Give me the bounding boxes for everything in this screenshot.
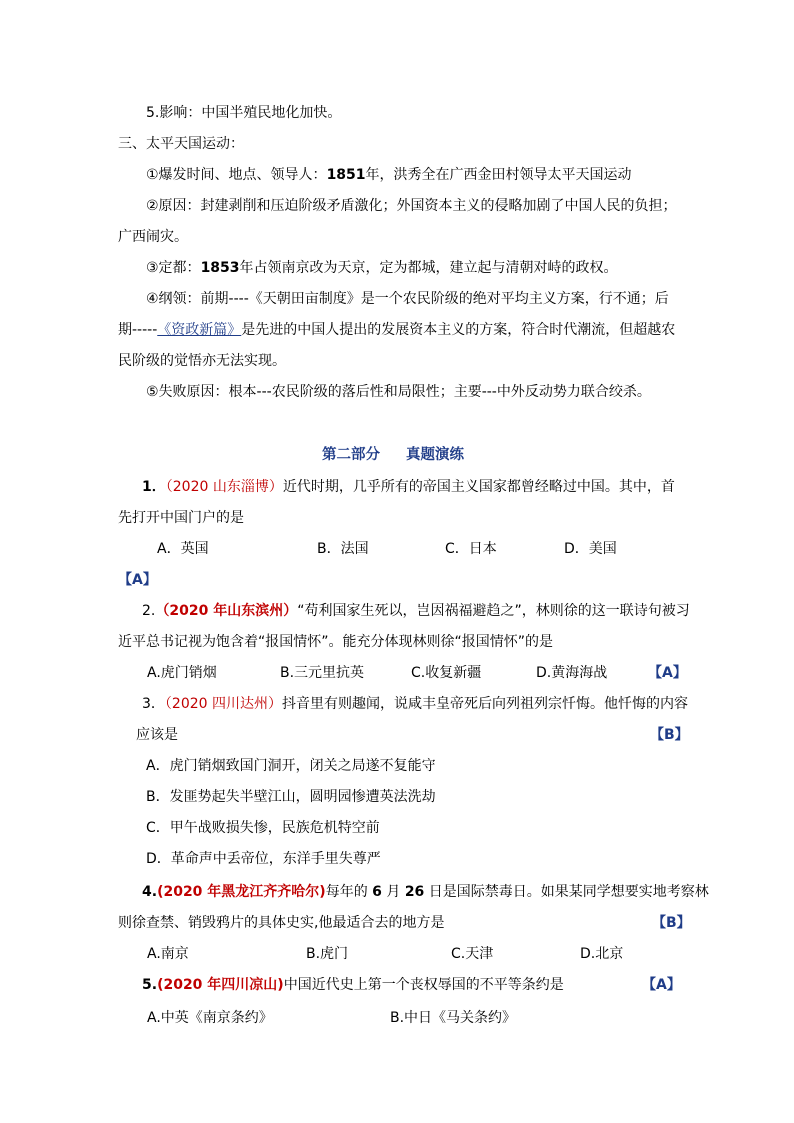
item-5-text: 5.影响：中国半殖民地化加快。	[146, 105, 342, 121]
question-2-option-b[interactable]: B.三元里抗英	[280, 665, 365, 681]
question-3-option-c[interactable]: C．甲午战败损失惨，民族危机特空前	[146, 820, 380, 836]
question-3-option-b[interactable]: B．发匪势起失半壁江山，圆明园惨遭英法洗劫	[146, 789, 436, 805]
question-4-option-a[interactable]: A.南京	[147, 946, 189, 962]
point-1	[146, 165, 632, 185]
point-3	[146, 258, 618, 278]
question-4-stem-1d: 26	[404, 884, 425, 900]
point-4-rest-2: 是先进的中国人提出的发展资本主义的方案，符合时代潮流，但超越农	[241, 322, 676, 338]
section-3-text: 三、太平天国运动：	[118, 136, 244, 152]
question-1-option-d[interactable]: D．美国	[564, 541, 617, 557]
point-4-line-3	[118, 351, 286, 371]
question-1-answer: 【A】	[118, 572, 157, 588]
point-4-text-3: 民阶级的觉悟亦无法实现。	[118, 353, 286, 369]
point-4-line-1	[146, 289, 669, 309]
question-4-stem-1e: 日是国际禁毒日。如果某同学想要实地考察林	[428, 884, 709, 900]
question-4-option-d[interactable]: D.北京	[580, 946, 624, 962]
question-3-number: 3．	[142, 696, 165, 712]
point-3-year: 1853	[200, 260, 240, 276]
question-5-stem-line-1	[142, 975, 564, 995]
question-1-option-a[interactable]: A．英国	[157, 541, 209, 557]
point-2-line-2	[118, 227, 188, 247]
question-4-stem-line-2	[118, 913, 444, 933]
point-5	[146, 382, 651, 402]
question-2-answer: 【A】	[648, 665, 687, 681]
question-2-stem-line-2	[118, 632, 553, 652]
point-4-text-1: ④纲领：前期----《天朝田亩制度》是一个农民阶级的绝对平均主义方案，行不通；后	[146, 291, 669, 307]
question-3-option-a[interactable]: A．虎门销烟致国门洞开，闭关之局遂不复能守	[146, 758, 436, 774]
question-4-stem-line-1	[142, 882, 709, 902]
question-5-source: (2020 年四川凉山)	[157, 977, 284, 993]
question-4-source: (2020 年黑龙江齐齐哈尔)	[157, 884, 326, 900]
question-2-number: 2.	[142, 603, 156, 619]
question-3-source: （2020 四川达州）	[164, 696, 283, 712]
question-4-stem-1b: 6	[372, 884, 382, 900]
point-3-prefix: ③定都：	[146, 260, 201, 276]
point-5-text: ⑤失败原因：根本---农民阶级的落后性和局限性；主要---中外反动势力联合绞杀。	[146, 384, 651, 400]
item-5-impact	[146, 103, 341, 123]
point-2-text-1: ②原因：封建剥削和压迫阶级矛盾激化；外国资本主义的侵略加剧了中国人民的负担；	[146, 198, 677, 214]
question-2-option-d[interactable]: D.黄海海战	[536, 665, 608, 681]
question-3-stem-1: 抖音里有则趣闻，说咸丰皇帝死后向列祖列宗忏悔。他忏悔的内容	[282, 696, 689, 712]
question-2-option-a[interactable]: A.虎门销烟	[147, 665, 217, 681]
part-2-title	[322, 445, 464, 465]
question-5-answer: 【A】	[642, 977, 681, 993]
point-4-prefix-2: 期-----	[118, 322, 158, 338]
question-1-stem-line-1	[142, 477, 675, 497]
question-5-option-a[interactable]: A.中英《南京条约》	[147, 1010, 273, 1026]
question-3-stem-line-2	[136, 725, 178, 745]
point-1-prefix: ①爆发时间、地点、领导人：	[146, 167, 327, 183]
question-3-stem-2: 应该是	[136, 727, 178, 743]
question-2-stem-1: “苟利国家生死以，岂因祸福避趋之”，林则徐的这一联诗句被习	[297, 603, 690, 619]
question-4-option-c[interactable]: C.天津	[451, 946, 494, 962]
question-1-source: （2020 山东淄博）	[165, 479, 283, 495]
part-2-title-a: 第二部分	[322, 447, 380, 463]
question-4-stem-2: 则徐查禁、销毁鸦片的具体史实,他最适合去的地方是	[118, 915, 445, 931]
part-2-title-b: 真题演练	[406, 447, 464, 463]
question-4-stem-1a: 每年的	[325, 884, 368, 900]
question-4-number: 4.	[142, 884, 158, 900]
point-1-rest: 年，洪秀全在广西金田村领导太平天国运动	[365, 167, 632, 183]
question-4-stem-1c: 月	[386, 884, 401, 900]
question-2-option-c[interactable]: C.收复新疆	[411, 665, 482, 681]
question-1-option-b[interactable]: B．法国	[317, 541, 369, 557]
question-3-stem-line-1	[142, 694, 688, 714]
question-4-option-b[interactable]: B.虎门	[306, 946, 349, 962]
question-4-answer: 【B】	[652, 915, 691, 931]
point-2-line-1	[146, 196, 677, 216]
question-5-number: 5.	[142, 977, 158, 993]
question-2-source: （2020 年山东滨州）	[155, 603, 298, 619]
question-2-stem-2: 近平总书记视为饱含着“报国情怀”。能充分体现林则徐“报国情怀”的是	[118, 634, 554, 650]
question-1-stem-line-2	[118, 508, 244, 528]
point-1-year: 1851	[326, 167, 366, 183]
zizheng-xinpian-link[interactable]: 《资政新篇》	[157, 322, 242, 338]
question-3-answer: 【B】	[650, 727, 689, 743]
question-5-option-b[interactable]: B.中日《马关条约》	[390, 1010, 517, 1026]
question-1-number: 1．	[142, 479, 166, 495]
question-1-stem-2: 先打开中国门户的是	[118, 510, 244, 526]
question-5-stem-1: 中国近代史上第一个丧权辱国的不平等条约是	[283, 977, 564, 993]
question-3-option-d[interactable]: D．革命声中丢帝位，东洋手里失尊严	[146, 851, 381, 867]
question-1-option-c[interactable]: C．日本	[445, 541, 497, 557]
section-3-heading	[118, 134, 244, 154]
question-1-stem-1: 近代时期，几乎所有的帝国主义国家都曾经略过中国。其中，首	[282, 479, 675, 495]
point-3-rest: 年占领南京改为天京，定为都城，建立起与清朝对峙的政权。	[239, 260, 618, 276]
point-4-line-2	[118, 320, 675, 340]
point-2-text-2: 广西闹灾。	[118, 229, 188, 245]
question-2-stem-line-1	[142, 601, 690, 621]
